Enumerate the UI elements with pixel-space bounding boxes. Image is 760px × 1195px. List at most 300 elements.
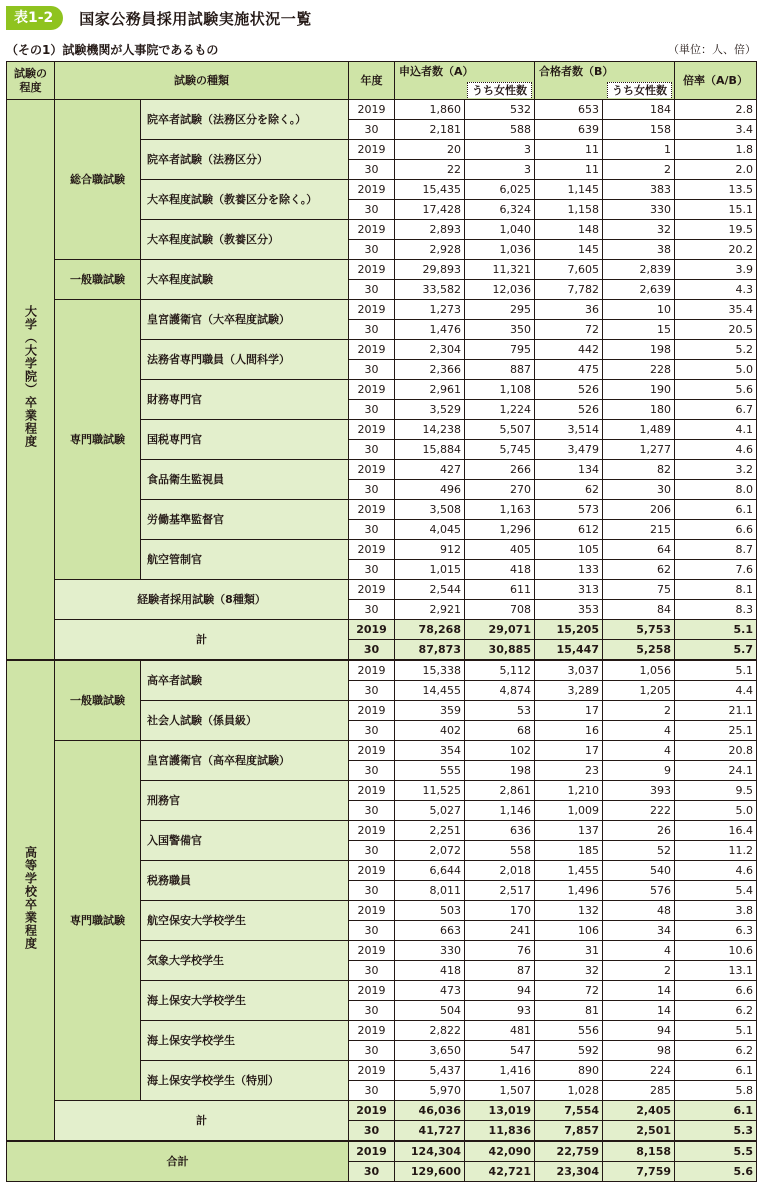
applicants-cell: 402 [395, 721, 465, 741]
passers-cell: 72 [535, 981, 603, 1001]
level-highschool-text: 高等学校卒業程度 [23, 845, 38, 950]
passers-cell: 313 [535, 580, 603, 600]
applicants-cell: 15,338 [395, 660, 465, 681]
year-cell: 2019 [349, 660, 395, 681]
exam-name: 国税専門官 [141, 420, 349, 460]
applicants-women-cell: 350 [465, 320, 535, 340]
applicants-cell: 22 [395, 160, 465, 180]
exam-name: 経験者採用試験（8種類） [55, 580, 349, 620]
year-cell: 30 [349, 240, 395, 260]
applicants-cell: 359 [395, 701, 465, 721]
passers-cell: 11 [535, 160, 603, 180]
ratio-cell: 2.8 [675, 100, 757, 120]
header-applicants-women: うち女性数 [467, 82, 532, 98]
year-cell: 30 [349, 1001, 395, 1021]
passers-women-cell: 1,277 [603, 440, 675, 460]
applicants-women-cell: 5,745 [465, 440, 535, 460]
applicants-cell: 14,455 [395, 681, 465, 701]
passers-women-cell: 2,501 [603, 1121, 675, 1142]
ratio-cell: 5.6 [675, 380, 757, 400]
ratio-cell: 6.3 [675, 921, 757, 941]
applicants-women-cell: 3 [465, 160, 535, 180]
ratio-cell: 35.4 [675, 300, 757, 320]
applicants-cell: 17,428 [395, 200, 465, 220]
applicants-women-cell: 1,163 [465, 500, 535, 520]
applicants-women-cell: 76 [465, 941, 535, 961]
passers-cell: 17 [535, 701, 603, 721]
applicants-cell: 20 [395, 140, 465, 160]
passers-cell: 639 [535, 120, 603, 140]
passers-women-cell: 52 [603, 841, 675, 861]
header-year: 年度 [349, 62, 395, 100]
passers-cell: 475 [535, 360, 603, 380]
year-cell: 2019 [349, 1061, 395, 1081]
exam-name: 航空保安大学校学生 [141, 901, 349, 941]
exam-name: 航空管制官 [141, 540, 349, 580]
ratio-cell: 8.1 [675, 580, 757, 600]
applicants-cell: 3,650 [395, 1041, 465, 1061]
applicants-women-cell: 241 [465, 921, 535, 941]
table-number-badge: 表1-2 [6, 6, 63, 30]
header-exam-type: 試験の種類 [55, 62, 349, 100]
year-cell: 2019 [349, 861, 395, 881]
header-passers-women: うち女性数 [607, 82, 672, 98]
exam-name: 院卒者試験（法務区分） [141, 140, 349, 180]
applicants-women-cell: 588 [465, 120, 535, 140]
passers-cell: 132 [535, 901, 603, 921]
year-cell: 30 [349, 400, 395, 420]
applicants-cell: 2,304 [395, 340, 465, 360]
applicants-women-cell: 93 [465, 1001, 535, 1021]
year-cell: 30 [349, 280, 395, 300]
ratio-cell: 13.1 [675, 961, 757, 981]
year-cell: 30 [349, 1041, 395, 1061]
ratio-cell: 4.4 [675, 681, 757, 701]
applicants-cell: 4,045 [395, 520, 465, 540]
applicants-cell: 5,027 [395, 801, 465, 821]
applicants-cell: 2,251 [395, 821, 465, 841]
ratio-cell: 7.6 [675, 560, 757, 580]
applicants-cell: 2,893 [395, 220, 465, 240]
applicants-women-cell: 795 [465, 340, 535, 360]
passers-women-cell: 62 [603, 560, 675, 580]
exam-category: 総合職試験 [55, 100, 141, 260]
year-cell: 30 [349, 841, 395, 861]
ratio-cell: 25.1 [675, 721, 757, 741]
passers-cell: 23 [535, 761, 603, 781]
passers-cell: 592 [535, 1041, 603, 1061]
passers-cell: 556 [535, 1021, 603, 1041]
applicants-women-cell: 708 [465, 600, 535, 620]
ratio-cell: 16.4 [675, 821, 757, 841]
exam-name: 労働基準監督官 [141, 500, 349, 540]
passers-women-cell: 94 [603, 1021, 675, 1041]
year-cell: 30 [349, 480, 395, 500]
passers-women-cell: 184 [603, 100, 675, 120]
ratio-cell: 5.0 [675, 801, 757, 821]
subtotal-row [7, 620, 757, 640]
passers-women-cell: 576 [603, 881, 675, 901]
year-cell: 2019 [349, 701, 395, 721]
applicants-cell: 354 [395, 741, 465, 761]
passers-women-cell: 48 [603, 901, 675, 921]
passers-women-cell: 285 [603, 1081, 675, 1101]
year-cell: 30 [349, 1162, 395, 1182]
applicants-cell: 330 [395, 941, 465, 961]
exam-name: 入国警備官 [141, 821, 349, 861]
ratio-cell: 5.5 [675, 1141, 757, 1162]
ratio-cell: 4.6 [675, 440, 757, 460]
ratio-cell: 6.2 [675, 1041, 757, 1061]
passers-women-cell: 5,753 [603, 620, 675, 640]
exam-category: 専門職試験 [55, 300, 141, 580]
applicants-women-cell: 405 [465, 540, 535, 560]
year-cell: 2019 [349, 540, 395, 560]
year-cell: 30 [349, 120, 395, 140]
passers-women-cell: 224 [603, 1061, 675, 1081]
year-cell: 2019 [349, 340, 395, 360]
passers-women-cell: 4 [603, 721, 675, 741]
passers-cell: 1,210 [535, 781, 603, 801]
year-cell: 2019 [349, 741, 395, 761]
year-cell: 2019 [349, 260, 395, 280]
year-cell: 2019 [349, 781, 395, 801]
ratio-cell: 11.2 [675, 841, 757, 861]
applicants-women-cell: 29,071 [465, 620, 535, 640]
applicants-women-cell: 102 [465, 741, 535, 761]
passers-cell: 133 [535, 560, 603, 580]
passers-women-cell: 1 [603, 140, 675, 160]
table-subtitle: （その1）試験機関が人事院であるもの [6, 43, 219, 57]
exam-name: 法務省専門職員（人間科学） [141, 340, 349, 380]
year-cell: 30 [349, 721, 395, 741]
applicants-cell: 2,181 [395, 120, 465, 140]
applicants-women-cell: 4,874 [465, 681, 535, 701]
applicants-women-cell: 94 [465, 981, 535, 1001]
applicants-cell: 2,366 [395, 360, 465, 380]
applicants-cell: 15,884 [395, 440, 465, 460]
applicants-women-cell: 170 [465, 901, 535, 921]
year-cell: 2019 [349, 500, 395, 520]
passers-women-cell: 64 [603, 540, 675, 560]
year-cell: 2019 [349, 821, 395, 841]
passers-women-cell: 4 [603, 941, 675, 961]
ratio-cell: 4.1 [675, 420, 757, 440]
grand-total-row [7, 1141, 757, 1162]
exam-name: 海上保安大学校学生 [141, 981, 349, 1021]
applicants-women-cell: 558 [465, 841, 535, 861]
applicants-women-cell: 1,507 [465, 1081, 535, 1101]
exam-statistics-table [6, 61, 757, 1182]
year-cell: 30 [349, 600, 395, 620]
passers-women-cell: 158 [603, 120, 675, 140]
passers-cell: 1,145 [535, 180, 603, 200]
applicants-women-cell: 6,025 [465, 180, 535, 200]
applicants-women-cell: 2,861 [465, 781, 535, 801]
passers-cell: 23,304 [535, 1162, 603, 1182]
ratio-cell: 20.2 [675, 240, 757, 260]
applicants-cell: 129,600 [395, 1162, 465, 1182]
passers-women-cell: 84 [603, 600, 675, 620]
applicants-cell: 427 [395, 460, 465, 480]
applicants-cell: 33,582 [395, 280, 465, 300]
passers-cell: 1,028 [535, 1081, 603, 1101]
passers-women-cell: 393 [603, 781, 675, 801]
subtotal-label: 計 [55, 620, 349, 661]
passers-women-cell: 180 [603, 400, 675, 420]
year-cell: 30 [349, 961, 395, 981]
passers-cell: 7,857 [535, 1121, 603, 1142]
passers-women-cell: 14 [603, 981, 675, 1001]
passers-women-cell: 7,759 [603, 1162, 675, 1182]
applicants-women-cell: 481 [465, 1021, 535, 1041]
exam-name: 皇宮護衛官（大卒程度試験） [141, 300, 349, 340]
applicants-women-cell: 11,321 [465, 260, 535, 280]
applicants-cell: 2,544 [395, 580, 465, 600]
applicants-women-cell: 611 [465, 580, 535, 600]
year-cell: 2019 [349, 380, 395, 400]
exam-category: 一般職試験 [55, 660, 141, 741]
ratio-cell: 4.6 [675, 861, 757, 881]
passers-women-cell: 2,405 [603, 1101, 675, 1121]
applicants-cell: 1,273 [395, 300, 465, 320]
year-cell: 30 [349, 1081, 395, 1101]
table-row [7, 741, 757, 761]
applicants-cell: 5,437 [395, 1061, 465, 1081]
passers-women-cell: 15 [603, 320, 675, 340]
header-applicants-label: 申込者数（A） [399, 64, 474, 78]
header-passers [535, 62, 675, 100]
passers-women-cell: 1,489 [603, 420, 675, 440]
passers-cell: 72 [535, 320, 603, 340]
applicants-women-cell: 198 [465, 761, 535, 781]
applicants-cell: 3,508 [395, 500, 465, 520]
year-cell: 2019 [349, 220, 395, 240]
applicants-cell: 46,036 [395, 1101, 465, 1121]
passers-cell: 7,554 [535, 1101, 603, 1121]
passers-cell: 137 [535, 821, 603, 841]
passers-cell: 15,447 [535, 640, 603, 661]
table-row [7, 660, 757, 681]
applicants-women-cell: 547 [465, 1041, 535, 1061]
applicants-women-cell: 11,836 [465, 1121, 535, 1142]
ratio-cell: 3.9 [675, 260, 757, 280]
passers-cell: 3,289 [535, 681, 603, 701]
passers-cell: 353 [535, 600, 603, 620]
applicants-cell: 555 [395, 761, 465, 781]
applicants-women-cell: 1,224 [465, 400, 535, 420]
passers-cell: 22,759 [535, 1141, 603, 1162]
passers-cell: 3,479 [535, 440, 603, 460]
applicants-cell: 496 [395, 480, 465, 500]
applicants-women-cell: 636 [465, 821, 535, 841]
applicants-women-cell: 68 [465, 721, 535, 741]
passers-cell: 1,455 [535, 861, 603, 881]
applicants-women-cell: 3 [465, 140, 535, 160]
applicants-cell: 6,644 [395, 861, 465, 881]
exam-name: 気象大学校学生 [141, 941, 349, 981]
applicants-women-cell: 2,517 [465, 881, 535, 901]
year-cell: 30 [349, 160, 395, 180]
applicants-women-cell: 1,108 [465, 380, 535, 400]
passers-women-cell: 34 [603, 921, 675, 941]
passers-women-cell: 32 [603, 220, 675, 240]
table-body [7, 100, 757, 1182]
passers-women-cell: 2,639 [603, 280, 675, 300]
ratio-cell: 6.1 [675, 1061, 757, 1081]
header-ratio: 倍率（A/B） [675, 62, 757, 100]
applicants-cell: 2,921 [395, 600, 465, 620]
exam-name: 高卒者試験 [141, 660, 349, 701]
ratio-cell: 1.8 [675, 140, 757, 160]
subtitle-row [6, 41, 756, 59]
ratio-cell: 5.4 [675, 881, 757, 901]
exam-name: 社会人試験（係員級） [141, 701, 349, 741]
page-title: 国家公務員採用試験実施状況一覧 [79, 9, 312, 28]
passers-cell: 573 [535, 500, 603, 520]
passers-women-cell: 1,056 [603, 660, 675, 681]
exam-name: 刑務官 [141, 781, 349, 821]
year-cell: 2019 [349, 140, 395, 160]
table-row [7, 260, 757, 280]
ratio-cell: 4.3 [675, 280, 757, 300]
applicants-cell: 5,970 [395, 1081, 465, 1101]
applicants-women-cell: 270 [465, 480, 535, 500]
passers-women-cell: 383 [603, 180, 675, 200]
ratio-cell: 8.3 [675, 600, 757, 620]
ratio-cell: 19.5 [675, 220, 757, 240]
passers-cell: 1,009 [535, 801, 603, 821]
passers-cell: 612 [535, 520, 603, 540]
applicants-women-cell: 1,036 [465, 240, 535, 260]
passers-women-cell: 228 [603, 360, 675, 380]
applicants-cell: 2,928 [395, 240, 465, 260]
passers-women-cell: 38 [603, 240, 675, 260]
passers-cell: 7,782 [535, 280, 603, 300]
applicants-cell: 418 [395, 961, 465, 981]
ratio-cell: 24.1 [675, 761, 757, 781]
passers-cell: 134 [535, 460, 603, 480]
passers-women-cell: 1,205 [603, 681, 675, 701]
applicants-cell: 2,822 [395, 1021, 465, 1041]
applicants-cell: 2,072 [395, 841, 465, 861]
ratio-cell: 3.2 [675, 460, 757, 480]
exam-category: 一般職試験 [55, 260, 141, 300]
passers-women-cell: 2 [603, 701, 675, 721]
passers-women-cell: 8,158 [603, 1141, 675, 1162]
year-cell: 30 [349, 200, 395, 220]
exam-name: 海上保安学校学生 [141, 1021, 349, 1061]
passers-cell: 3,037 [535, 660, 603, 681]
passers-cell: 145 [535, 240, 603, 260]
exam-name: 食品衛生監視員 [141, 460, 349, 500]
applicants-cell: 473 [395, 981, 465, 1001]
passers-cell: 81 [535, 1001, 603, 1021]
ratio-cell: 5.0 [675, 360, 757, 380]
applicants-cell: 3,529 [395, 400, 465, 420]
year-cell: 2019 [349, 901, 395, 921]
passers-cell: 17 [535, 741, 603, 761]
applicants-women-cell: 30,885 [465, 640, 535, 661]
year-cell: 30 [349, 761, 395, 781]
ratio-cell: 10.6 [675, 941, 757, 961]
passers-cell: 7,605 [535, 260, 603, 280]
applicants-cell: 78,268 [395, 620, 465, 640]
table-row [7, 300, 757, 320]
applicants-women-cell: 1,296 [465, 520, 535, 540]
ratio-cell: 6.6 [675, 520, 757, 540]
passers-cell: 16 [535, 721, 603, 741]
passers-women-cell: 540 [603, 861, 675, 881]
ratio-cell: 6.7 [675, 400, 757, 420]
passers-women-cell: 2 [603, 961, 675, 981]
ratio-cell: 3.4 [675, 120, 757, 140]
passers-women-cell: 14 [603, 1001, 675, 1021]
grand-total-label: 合計 [7, 1141, 349, 1182]
year-cell: 2019 [349, 420, 395, 440]
year-cell: 30 [349, 1121, 395, 1142]
passers-women-cell: 10 [603, 300, 675, 320]
ratio-cell: 5.6 [675, 1162, 757, 1182]
passers-cell: 11 [535, 140, 603, 160]
applicants-women-cell: 887 [465, 360, 535, 380]
ratio-cell: 2.0 [675, 160, 757, 180]
passers-cell: 1,496 [535, 881, 603, 901]
applicants-women-cell: 2,018 [465, 861, 535, 881]
ratio-cell: 6.1 [675, 500, 757, 520]
applicants-cell: 1,015 [395, 560, 465, 580]
header-applicants [395, 62, 535, 100]
exam-name: 院卒者試験（法務区分を除く。） [141, 100, 349, 140]
passers-women-cell: 98 [603, 1041, 675, 1061]
year-cell: 2019 [349, 580, 395, 600]
passers-cell: 62 [535, 480, 603, 500]
passers-women-cell: 2,839 [603, 260, 675, 280]
year-cell: 30 [349, 640, 395, 661]
ratio-cell: 20.8 [675, 741, 757, 761]
passers-women-cell: 4 [603, 741, 675, 761]
ratio-cell: 13.5 [675, 180, 757, 200]
table-row [7, 580, 757, 600]
applicants-cell: 11,525 [395, 781, 465, 801]
level-highschool [7, 660, 55, 1141]
header-level: 試験の程度 [7, 62, 55, 100]
passers-women-cell: 75 [603, 580, 675, 600]
year-cell: 30 [349, 440, 395, 460]
passers-cell: 526 [535, 400, 603, 420]
ratio-cell: 6.2 [675, 1001, 757, 1021]
table-row [7, 100, 757, 120]
year-cell: 2019 [349, 1101, 395, 1121]
applicants-women-cell: 266 [465, 460, 535, 480]
passers-cell: 653 [535, 100, 603, 120]
ratio-cell: 8.0 [675, 480, 757, 500]
subtotal-row [7, 1101, 757, 1121]
applicants-women-cell: 6,324 [465, 200, 535, 220]
title-row [6, 4, 312, 32]
passers-cell: 1,158 [535, 200, 603, 220]
passers-women-cell: 206 [603, 500, 675, 520]
exam-name: 税務職員 [141, 861, 349, 901]
ratio-cell: 5.8 [675, 1081, 757, 1101]
exam-name: 大卒程度試験（教養区分を除く。） [141, 180, 349, 220]
applicants-women-cell: 53 [465, 701, 535, 721]
applicants-cell: 504 [395, 1001, 465, 1021]
passers-cell: 890 [535, 1061, 603, 1081]
passers-cell: 185 [535, 841, 603, 861]
year-cell: 2019 [349, 1141, 395, 1162]
ratio-cell: 5.1 [675, 1021, 757, 1041]
